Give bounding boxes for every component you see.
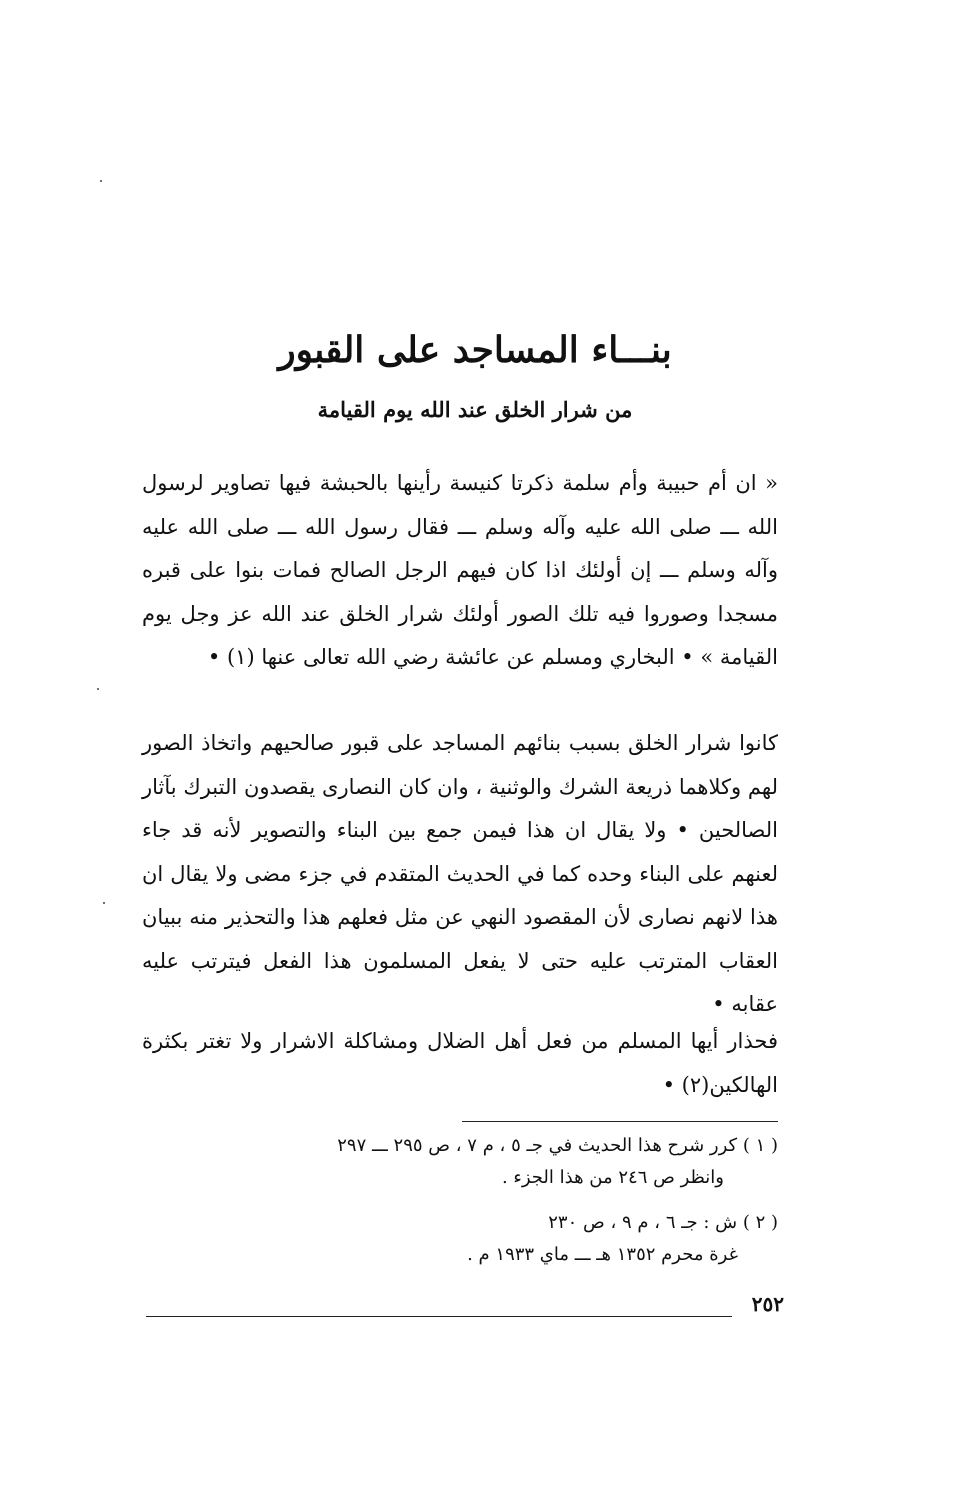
commentary-paragraph: كانوا شرار الخلق بسبب بنائهم المساجد على قبور صالحيهم واتخاذ الصور لهم وكلاهما ذريعة الشرك والوثنية ، وان كان النصارى يقصدون التبرك بآثار الصالحين • ولا يقال ان هذا فيمن جمع بين البناء والتصوير لأنه قد جاء لعنهم على البناء وحده كما في الحديث المتقدم في جزء مضى ولا يقال ان هذا لانهم نصارى لأن المقصود النهي عن مثل فعلهم هذا والتحذير منه ببيان العقاب المترتب عليه حتى لا يفعل المسلمون هذا الفعل فيترتب عليه عقابه • xyxy=(142,731,778,1016)
footnote-divider xyxy=(462,1121,778,1122)
scan-speck xyxy=(100,180,102,182)
hadith-paragraph: « ان أم حبيبة وأم سلمة ذكرتا كنيسة رأينها بالحبشة فيها تصاوير لرسول الله ـــ صلى الله عليه وآله وسلم ـــ فقال رسول الله ـــ صلى الله عليه وآله وسلم ـــ إن أولئك اذا كان فيهم الرجل الصالح فمات بنوا على قبره مسجدا وصوروا فيه تلك الصور أولئك شرار الخلق عند الله عز وجل يوم القيامة » • البخاري ومسلم عن عائشة رضي الله تعالى عنها (١) • xyxy=(142,471,778,669)
page-bottom-rule xyxy=(146,1316,732,1317)
scan-speck xyxy=(97,688,99,690)
footnote-2-line-2: غرة محرم ١٣٥٢ هـ ـــ ماي ١٩٣٣ م . xyxy=(467,1244,738,1265)
chapter-title: بنـــاء المساجد على القبور xyxy=(278,329,672,371)
footnote-1-line-2: وانظر ص ٢٤٦ من هذا الجزء . xyxy=(501,1167,724,1188)
page-number: ٢٥٢ xyxy=(751,1292,784,1316)
footnote-2-line-1: ( ٢ ) ش : جـ ٦ ، م ٩ ، ص ٢٣٠ xyxy=(548,1212,778,1233)
warning-paragraph: فحذار أيها المسلم من فعل أهل الضلال ومشاكلة الاشرار ولا تغتر بكثرة الهالكين(٢) • xyxy=(142,1029,778,1097)
footnote-1 xyxy=(138,1130,778,1194)
footnote-1-line-1: ( ١ ) كرر شرح هذا الحديث في جـ ٥ ، م ٧ ، ص ٢٩٥ ـــ ٢٩٧ xyxy=(337,1135,778,1156)
chapter-subtitle: من شرار الخلق عند الله يوم القيامة xyxy=(317,397,633,422)
footnote-2 xyxy=(138,1207,778,1271)
scan-speck xyxy=(103,902,105,904)
